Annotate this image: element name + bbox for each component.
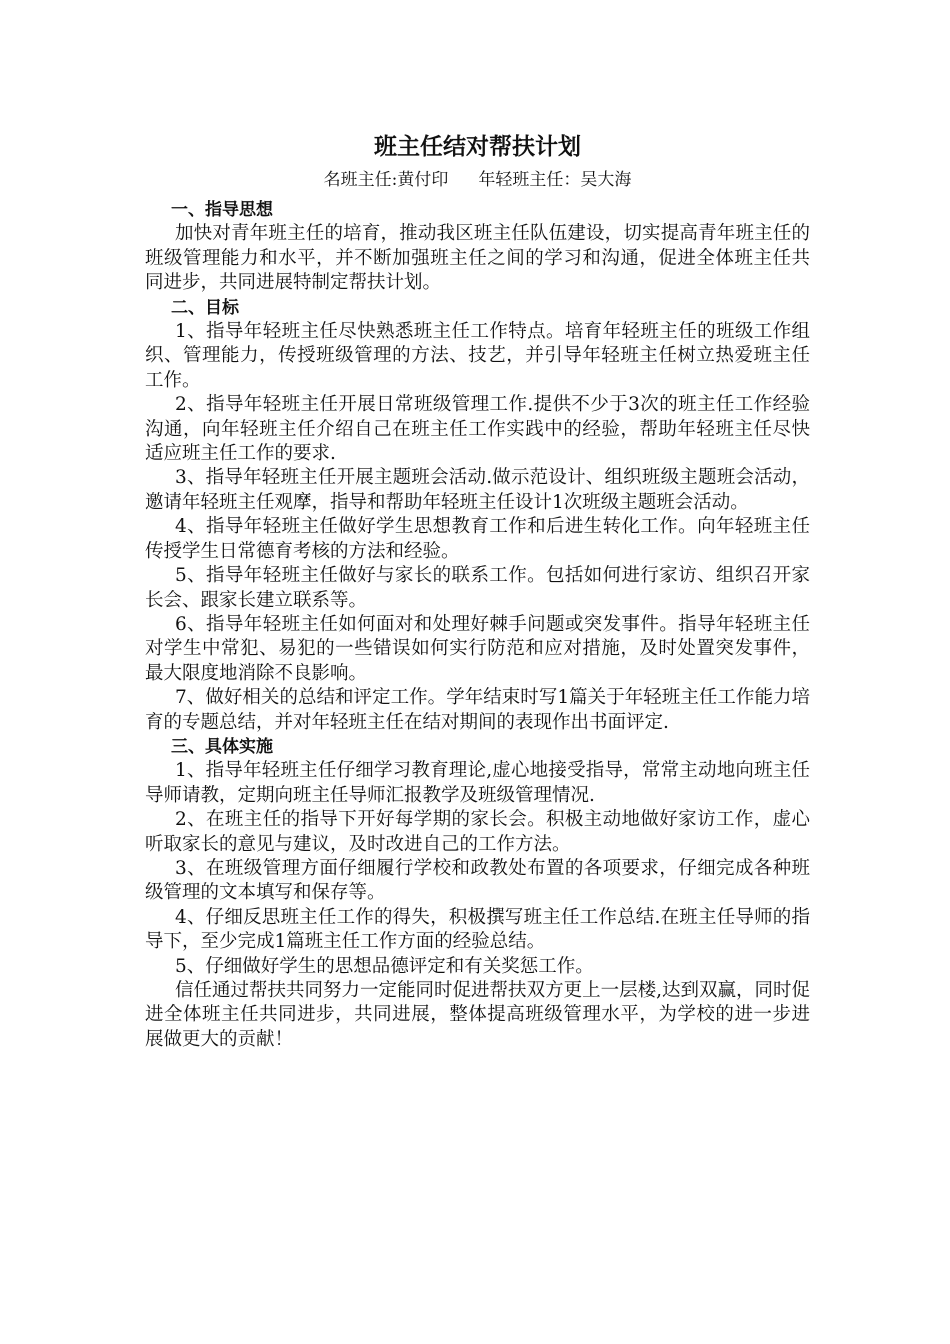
section-goals <box>145 296 810 735</box>
paragraph: 6、指导年轻班主任如何面对和处理好棘手问题或突发事件。指导年轻班主任对学生中常犯、易犯的一些错误如何实行防范和应对措施，及时处置突发事件，最大限度地消除不良影响。 <box>145 613 810 684</box>
section-heading: 三、具体实施 <box>171 736 273 757</box>
paragraph: 5、指导年轻班主任做好与家长的联系工作。包括如何进行家访、组织召开家长会、跟家长建立联系等。 <box>145 565 810 611</box>
author-line <box>145 168 810 192</box>
paragraph: 1、指导年轻班主任仔细学习教育理论,虚心地接受指导，常常主动地向班主任导师请教，定期向班主任导师汇报教学及班级管理情况. <box>145 760 810 806</box>
document-title: 班主任结对帮扶计划 <box>374 134 581 160</box>
paragraph: 信任通过帮扶共同努力一定能同时促进帮扶双方更上一层楼,达到双赢，同时促进全体班主任共同进步，共同进展，整体提高班级管理水平，为学校的进一步进展做更大的贡献！ <box>145 980 810 1050</box>
paragraph: 3、指导年轻班主任开展主题班会活动.做示范设计、组织班级主题班会活动，邀请年轻班主任观摩，指导和帮助年轻班主任设计1次班级主题班会活动。 <box>145 467 810 513</box>
document-body <box>145 126 810 1052</box>
paragraph: 2、指导年轻班主任开展日常班级管理工作.提供不少于3次的班主任工作经验沟通，向年轻班主任介绍自己在班主任工作实践中的经验，帮助年轻班主任尽快适应班主任工作的要求. <box>145 394 810 465</box>
paragraph: 4、指导年轻班主任做好学生思想教育工作和后进生转化工作。向年轻班主任传授学生日常德育考核的方法和经验。 <box>145 516 810 562</box>
young-teacher-name: 年轻班主任：吴大海 <box>478 170 632 190</box>
paragraph: 2、在班主任的指导下开好每学期的家长会。积极主动地做好家访工作，虚心听取家长的意见与建议，及时改进自己的工作方法。 <box>145 809 810 855</box>
mentor-name: 名班主任:黄付印 <box>323 170 449 190</box>
paragraph: 5、仔细做好学生的思想品德评定和有关奖惩工作。 <box>175 955 594 977</box>
paragraph: 3、在班级管理方面仔细履行学校和政教处布置的各项要求，仔细完成各种班级管理的文本填写和保存等。 <box>145 857 810 904</box>
section-heading: 二、目标 <box>171 297 239 318</box>
section-implementation <box>145 735 810 1052</box>
paragraph: 7、做好相关的总结和评定工作。学年结束时写1篇关于年轻班主任工作能力培育的专题总结，并对年轻班主任在结对期间的表现作出书面评定. <box>145 687 810 733</box>
paragraph: 加快对青年班主任的培育，推动我区班主任队伍建设，切实提高青年班主任的班级管理能力和水平，并不断加强班主任之间的学习和沟通，促进全体班主任共同进步，共同进展特制定帮扶计划。 <box>145 223 810 294</box>
section-guiding-idea <box>145 198 810 296</box>
paragraph: 1、指导年轻班主任尽快熟悉班主任工作特点。培育年轻班主任的班级工作组织、管理能力，传授班级管理的方法、技艺，并引导年轻班主任树立热爱班主任工作。 <box>145 321 810 391</box>
paragraph: 4、仔细反思班主任工作的得失，积极撰写班主任工作总结.在班主任导师的指导下，至少完成1篇班主任工作方面的经验总结。 <box>145 906 810 953</box>
section-heading: 一、指导思想 <box>171 200 273 220</box>
